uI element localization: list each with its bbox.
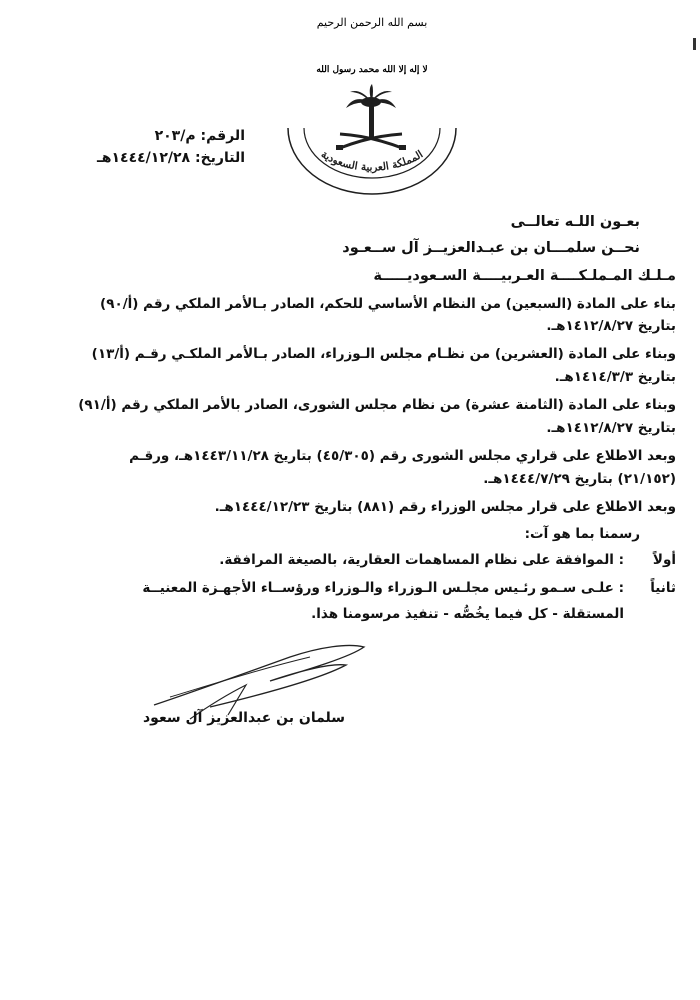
- paragraph-3-line-2: بتاريخ ١٤١٢/٨/٢٧هـ.: [546, 420, 676, 436]
- shahada-text: لا إله إلا الله محمد رسول الله: [316, 65, 428, 75]
- paragraph-1-line-2: بتاريخ ١٤١٢/٨/٢٧هـ.: [546, 318, 676, 334]
- reference-number: الرقم: م/٢٠٣: [154, 128, 245, 144]
- paragraph-4-line-2: (٢١/١٥٢) بتاريخ ١٤٤٤/٧/٢٩هـ.: [483, 471, 676, 487]
- emblem-graphic: [282, 10, 462, 196]
- paragraph-3-line-1: وبناء على المادة (الثامنة عشرة) من نظام مجلس الشورى، الصادر بالأمر الملكي رقم (أ/٩١): [78, 397, 676, 413]
- paragraph-1-line-1: بناء على المادة (السبعين) من النظام الأساسي للحكم، الصادر بـالأمر الملكي رقم (أ/٩٠): [100, 296, 676, 312]
- reference-date: التاريخ: ١٤٤٤/١٢/٢٨هـ: [97, 150, 245, 166]
- invocation: بعـون اللـه تعالــى: [510, 214, 640, 230]
- signatory-name: سلمان بن عبدالعزيز آل سعود: [142, 710, 345, 726]
- paragraph-2-line-1: وبناء على المادة (العشرين) من نظـام مجلس الـوزراء، الصادر بـالأمر الملكـي رقـم (أ/١٣): [91, 346, 676, 362]
- item-2-line-1: : علـى سـمو رئـيس مجلـس الـوزراء والـوزراء ورؤســاء الأجهـزة المعنيــة: [142, 580, 624, 596]
- item-1-text: : الموافقة على نظام المساهمات العقارية، بالصيغة المرافقة.: [219, 552, 624, 568]
- issuer-line: نحــن سلمـــان بن عبـدالعزيــز آل ســعـود: [342, 240, 640, 256]
- basmala-text: بسم الله الرحمن الرحيم: [316, 16, 428, 29]
- item-2-label: ثانياً: [650, 580, 676, 596]
- item-1-label: أولاً: [652, 552, 676, 568]
- kingdom-title: مـلـك المـملـكــــة العـربيــــة السـعوديـــــة: [373, 268, 676, 284]
- paragraph-5-line-1: وبعد الاطلاع على قرار مجلس الوزراء رقم (٨٨١) بتاريخ ١٤٤٤/١٢/٢٣هـ.: [214, 499, 676, 515]
- decision-intro: رسمنا بما هو آت:: [524, 526, 640, 542]
- edge-mark: [693, 38, 696, 50]
- letterhead-emblem: [282, 10, 462, 196]
- paragraph-2-line-2: بتاريخ ١٤١٤/٣/٣هـ.: [554, 369, 676, 385]
- item-2-line-2: المستقلة - كل فيما يخُصُّه - تنفيذ مرسومنا هذا.: [311, 606, 624, 622]
- kingdom-arc-text: المملكة العربية السعودية: [318, 148, 426, 174]
- palm-swords-icon: [336, 84, 406, 150]
- paragraph-4-line-1: وبعد الاطلاع على قراري مجلس الشورى رقم (٤٥/٣٠٥) بتاريخ ١٤٤٣/١١/٢٨هـ، ورقـم: [129, 448, 676, 464]
